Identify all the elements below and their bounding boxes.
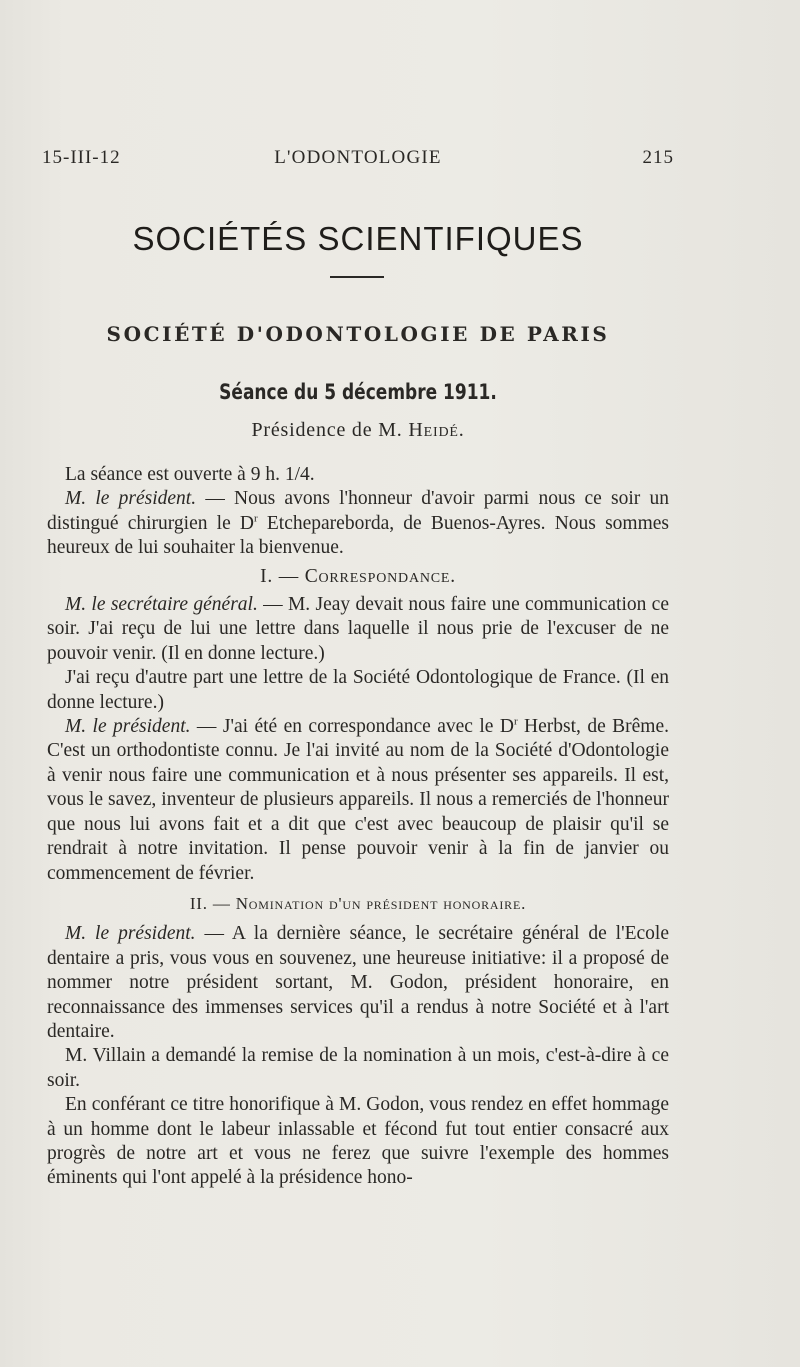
article-body	[47, 463, 669, 1191]
section-heading-correspondance	[47, 565, 669, 589]
paragraph-text: — J'ai été en correspondance avec le D	[190, 716, 514, 738]
paragraph-herbst	[47, 715, 669, 886]
paragraph-text: — Nous avons l'honneur d'avoir parmi nous ce soir un distingué chirurgien le D	[47, 488, 670, 534]
header-journal-title: L'ODONTOLOGIE	[274, 147, 442, 168]
heading-text: Correspondance.	[304, 565, 456, 587]
heading-number: II. —	[189, 893, 231, 913]
header-date: 15-III-12	[42, 147, 121, 168]
society-title: SOCIÉTÉ D'ODONTOLOGIE DE PARIS	[106, 322, 610, 346]
presidence-prefix: Présidence de M.	[251, 419, 403, 441]
superscript: r	[513, 715, 518, 728]
president-name: Heidé.	[408, 419, 465, 441]
section-heading-nomination	[47, 892, 669, 916]
paragraph-letter: J'ai reçu d'autre part une lettre de la Société Odontologique de France. (Il en donne lecture.)	[47, 667, 669, 713]
section-title: SOCIÉTÉS SCIENTIFIQUES	[132, 220, 584, 257]
paragraph-godon: En conférant ce titre honorifique à M. Godon, vous rendez en effet hommage à un homme dont le labeur inlassable et fécond fut tout entier consacré aux progrès de notre art et vous ne ferez que suivre l'exemple des hommes éminents qui l'ont appelé à la présidence hono-	[47, 1094, 669, 1189]
paragraph-villain: M. Villain a demandé la remise de la nomination à un mois, c'est-à-dire à ce soir.	[47, 1045, 669, 1091]
page-number: 215	[642, 147, 674, 168]
paragraph-opening: La séance est ouverte à 9 h. 1/4.	[65, 464, 315, 485]
heading-text: Nomination d'un président honoraire.	[235, 893, 527, 913]
title-divider	[330, 276, 384, 278]
paragraph-welcome	[47, 487, 669, 560]
heading-number: I. —	[260, 565, 300, 587]
paragraph-secretary	[47, 593, 669, 666]
running-header	[42, 147, 674, 171]
paragraph-text: Etchepareborda, de Buenos-Ayres. Nous sommes heureux de lui souhaiter la bienvenue.	[47, 512, 670, 559]
paragraph-text: Herbst, de Brême. C'est un orthodontiste connu. Je l'ai invité au nom de la Société d'Odontologie à venir nous faire une communication et à nous présenter ses appareils. Il est, vous le savez, inventeur de plusieurs appareils. Il nous a remerciés de l'honneur que nous lui avons fait et a dit que c'est avec beaucoup de plaisir qu'il se rendrait à notre invitation. Il pense pouvoir venir à la fin de janvier ou commencement de février.	[47, 716, 670, 884]
speaker-label: M. le président.	[65, 716, 191, 738]
paragraph-text: — A la dernière séance, le secrétaire général de l'Ecole dentaire a pris, vous vous en souvenez, une heureuse initiative: il a proposé de nommer notre président sortant, M. Godon, président honoraire, en reconnaissance des immenses services qu'il a rendus à notre Société et à l'art dentaire.	[47, 923, 670, 1042]
speaker-label: M. le secrétaire général.	[65, 594, 258, 616]
paragraph-nomination	[47, 922, 669, 1044]
presidence-line	[42, 419, 674, 442]
speaker-label: M. le président.	[65, 488, 197, 510]
paragraph-text: — M. Jeay devait nous faire une communication ce soir. J'ai reçu de lui une lettre dans laquelle il nous prie de l'excuser de ne pouvoir venir. (Il en donne lecture.)	[47, 594, 669, 664]
speaker-label: M. le président.	[65, 923, 196, 945]
superscript: r	[254, 512, 258, 525]
session-title: Séance du 5 décembre 1911.	[219, 380, 497, 404]
